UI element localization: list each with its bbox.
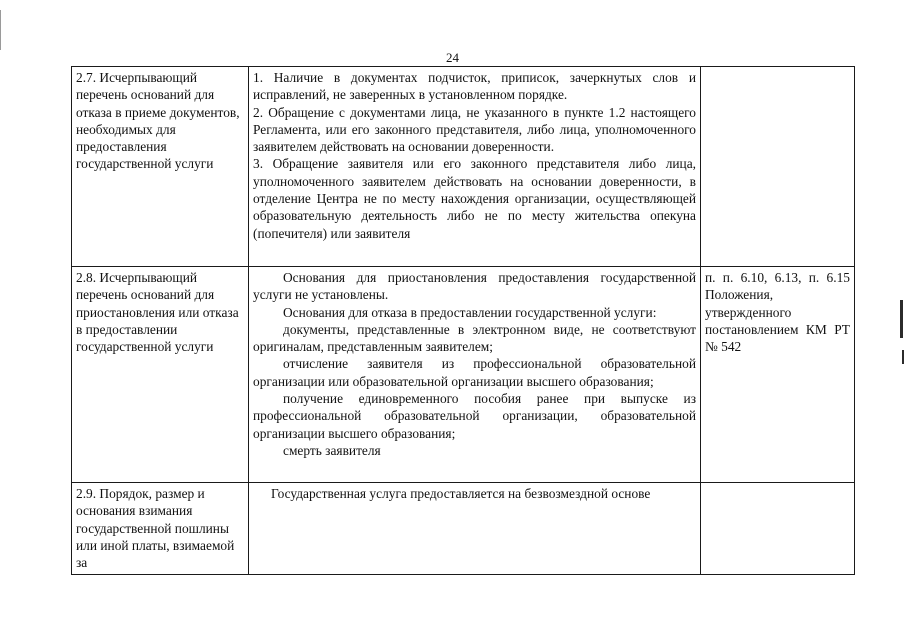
row-reference [701, 67, 855, 267]
scan-edge-mark [0, 10, 1, 50]
row-label: 2.9. Порядок, размер и основания взимания государственной пошлины или иной платы, взимаемой за [72, 483, 249, 575]
row-reference [701, 483, 855, 575]
row-label: 2.8. Исчерпывающий перечень оснований для приостановления или отказа в предоставлении государственной услуги [72, 267, 249, 483]
content-paragraph: Основания для приостановления предоставления государственной услуги не установлены. [253, 270, 696, 303]
content-paragraph: 3. Обращение заявителя или его законного представителя либо лица, уполномоченного заявителем действовать на основании доверенности, в отделение Центра не по месту нахождения организации, осуществляющей образовательную деятельность либо не по месту жительства опекуна (попечителя) или заявителя [253, 156, 696, 241]
content-paragraph: отчисление заявителя из профессиональной образовательной организации или образовательной организации высшего образования; [253, 356, 696, 389]
reference-text: п. п. 6.10, 6.13, п. 6.15 Положения, утвержденного постановлением КМ РТ № 542 [705, 270, 850, 355]
row-label: 2.7. Исчерпывающий перечень оснований для отказа в приеме документов, необходимых для предоставления государственной услуги [72, 67, 249, 267]
page-number: 24 [446, 50, 459, 65]
row-content [249, 267, 701, 483]
regulation-table [71, 66, 855, 575]
row-content [249, 67, 701, 267]
content-paragraph: 2. Обращение с документами лица, не указанного в пункте 1.2 настоящего Регламента, или его законного представителя, либо лица, уполномоченного заявителем действовать на основании доверенности. [253, 104, 696, 155]
row-reference [701, 267, 855, 483]
content-paragraph: получение единовременного пособия ранее при выпуске из профессиональной образовательной организации, образовательной организации высшего образования; [253, 391, 696, 441]
row-content [249, 483, 701, 575]
content-paragraph: Государственная услуга предоставляется на безвозмездной основе [271, 486, 651, 501]
table-row [72, 483, 855, 575]
scan-edge-mark [900, 300, 903, 338]
table-row [72, 67, 855, 267]
table-row [72, 267, 855, 483]
content-paragraph: 1. Наличие в документах подчисток, приписок, зачеркнутых слов и исправлений, не заверенных в установленном порядке. [253, 70, 696, 103]
content-paragraph: смерть заявителя [283, 442, 381, 458]
scan-edge-mark [902, 350, 904, 364]
content-paragraph: Основания для отказа в предоставлении государственной услуги: [283, 304, 657, 320]
content-paragraph: документы, представленные в электронном виде, не соответствуют оригиналам, представленным заявителем; [253, 321, 696, 355]
